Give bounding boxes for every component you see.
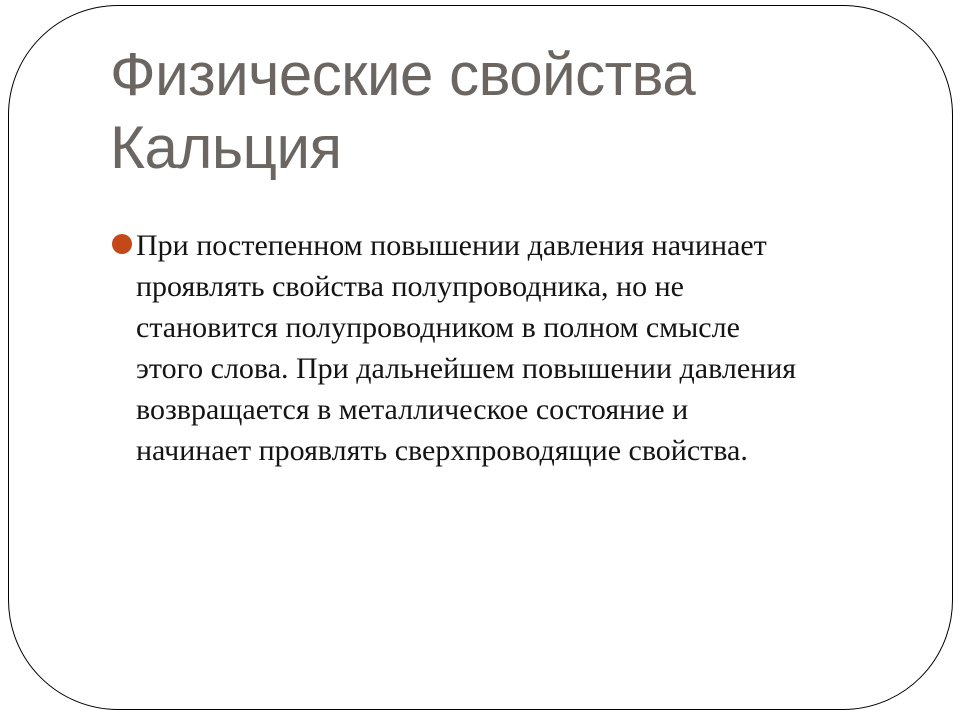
slide-title: Физические свойства Кальция (110, 41, 696, 181)
body-text-line: начинает проявлять сверхпроводящие свойства. (136, 434, 748, 467)
bullet-circle-icon (112, 234, 132, 254)
body-text-line: При постепенном повышении давления начинает (136, 229, 767, 262)
body-text-line: становится полупроводником в полном смысле (136, 311, 740, 344)
body-text-line: возвращается в металлическое состояние и (136, 393, 689, 426)
body-text-line: этого слова. При дальнейшем повышении давления (136, 352, 797, 385)
body-text-line: проявлять свойства полупроводника, но не (136, 270, 684, 303)
bullet-text-block (136, 225, 926, 471)
